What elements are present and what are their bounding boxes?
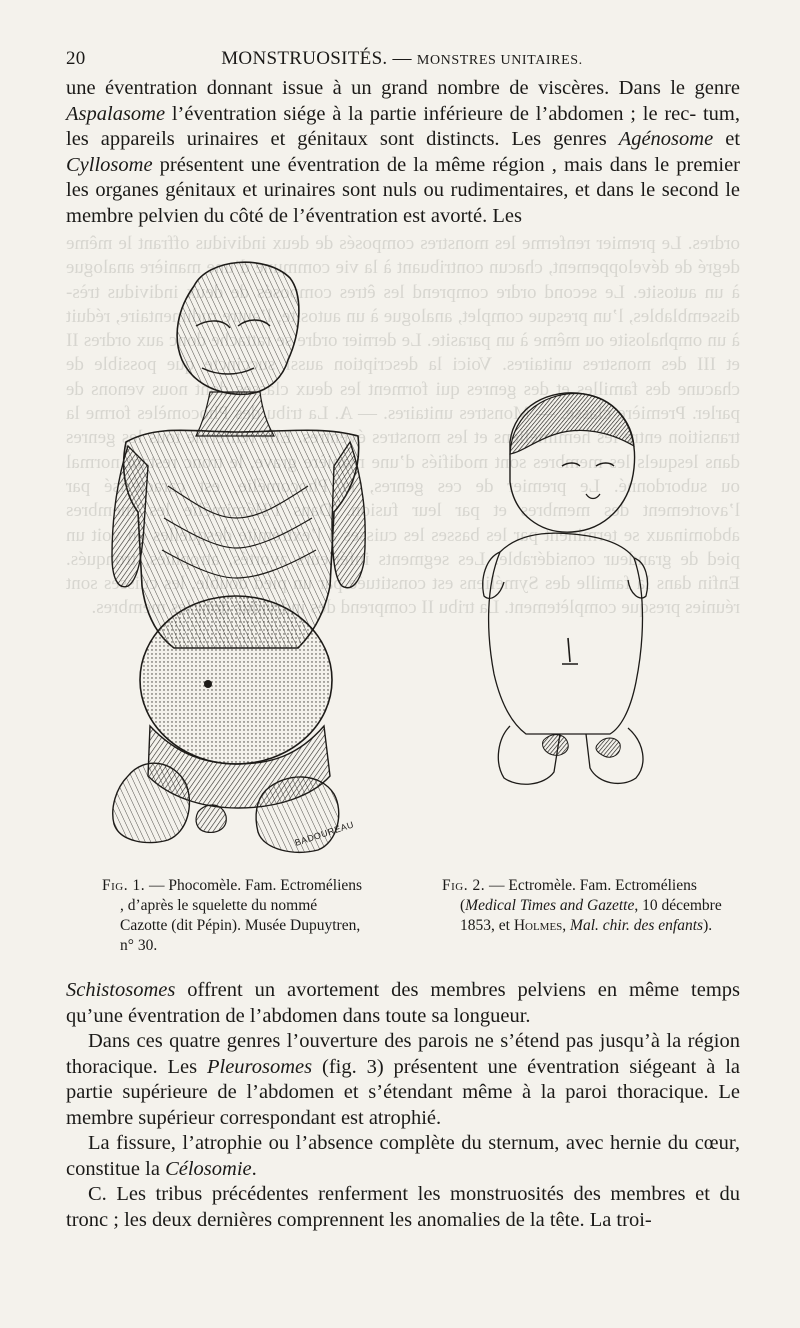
paragraph-text: . bbox=[251, 1157, 257, 1180]
caption-text: , 10 décembre 1853, et bbox=[460, 897, 722, 934]
caption-text: ). bbox=[703, 917, 713, 934]
caption-text: — Ectromèle. Fam. Ectroméliens ( bbox=[460, 877, 697, 914]
genus-name: Pleurosomes bbox=[206, 1055, 313, 1078]
bleed-through-text: ordres. Le premier renferme les monstres composés de deux individus offrant le même degré de développement, chacun contribuant à la vie commune d’une manière analogue à un autosite. Le second ordre comprend les êtres composés de deux individus très-dissemblables, l’un presque complet, analogue à un autosite, l’autre rudimentaire, réduit à un omphalosite ou même à un parasite. Le dernier ordre se rattache donc aux ordres II et III des monstres unitaires. Voici la description aussi succincte que possible de chacune des familles et des genres qui forment les deux classes dont nous venons de parler. Première classe. — Monstres unitaires. — A. La tribu des Phocomèles forme la transition entre les hémiméliens et les monstres éventrés. Elle renferme tous les genres dans lesquels les membres sont modifiés d’une manière grave, le tronc restant normal ou subordonné. Le premier de ces genres, la Phocomélie, est caractérisé par l’avortement des membres et par leur fusion. Dans l’Hémimélie les membres abdominaux se terminent par les basses les cuisses à l’extrémité desquelles on voit un pied de grandeur considérable. Les segments inférieurs avortés, atrophiés, tronqués. Enfin dans la famille des Syméliens est constituée par un pied double, les cuisses sont réunies presque complètement. La tribu II comprend des individus dont les membres. bbox=[66, 233, 740, 619]
figure-2-caption bbox=[442, 876, 734, 936]
genus-name: Agénosome bbox=[618, 128, 714, 150]
genus-name: Aspalasome bbox=[66, 102, 166, 125]
genus-name: Célosomie bbox=[165, 1157, 252, 1180]
figure-2-illustration bbox=[470, 382, 656, 792]
top-paragraph bbox=[66, 76, 740, 229]
engraver-signature: BADOUREAU bbox=[293, 819, 356, 848]
text-line: et bbox=[725, 128, 741, 150]
genus-name: Schistosomes bbox=[66, 979, 176, 1001]
text-line: l’éventration siége à la partie inférieure de l’abdomen ; le rec- bbox=[165, 102, 697, 125]
caption-text: , bbox=[562, 917, 571, 934]
figure-label: Fig. 2. bbox=[442, 877, 486, 894]
paragraph-text: (fig. 3) présentent une éventration siégeant à la partie supérieure de l’abdomen et s’étendant même à la paroi thoracique. Le membre supérieur correspondant est atrophié. bbox=[66, 1055, 740, 1129]
paragraph-celosomie bbox=[66, 1131, 740, 1182]
paragraph-schistosomes bbox=[66, 978, 740, 1029]
figure-label: Fig. 1. bbox=[102, 877, 146, 894]
text-line: présentent une éventration de la même région , mais dans le bbox=[152, 153, 670, 176]
caption-source: Mal. chir. des enfants bbox=[570, 917, 704, 934]
page-number: 20 bbox=[66, 48, 86, 69]
text-line: tum, les appareils urinaires et génitaux sont distincts. Les genres bbox=[66, 102, 741, 150]
paragraph-tribus bbox=[66, 1182, 740, 1233]
figure-1-illustration bbox=[98, 256, 380, 864]
paragraph-text: La fissure, l’atrophie ou l’absence complète du sternum, avec hernie du cœur, constitue la bbox=[66, 1132, 740, 1180]
paragraph-text: Dans ces quatre genres l’ouverture des parois ne s’étend pas jusqu’à la région thoracique. Les bbox=[66, 1030, 740, 1078]
caption-author: Holmes bbox=[513, 917, 563, 934]
running-title-main: MONSTRUOSITÉS. — bbox=[221, 48, 412, 69]
text-line: dans le second le membre pelvien du côté de l’éventration est avorté. Les bbox=[66, 179, 741, 227]
paragraph-text: C. Les tribus précédentes renferment les monstruosités des membres et du tronc ; les deux dernières comprennent les anomalies de la tête. La troi- bbox=[66, 1183, 740, 1231]
paragraph-pleurosomes bbox=[66, 1029, 740, 1131]
text-line: premier les organes génitaux et urinaires sont nuls ou rudimentaires, et bbox=[66, 153, 741, 201]
caption-source: Medical Times and Gazette bbox=[465, 897, 635, 914]
genus-name: Cyllosome bbox=[66, 153, 153, 176]
figure-1-caption bbox=[102, 876, 364, 956]
paragraph-text: offrent un avortement des membres pelviens en même temps qu’une éventration de l’abdomen dans toute sa longueur. bbox=[66, 979, 740, 1027]
page-header bbox=[66, 46, 738, 72]
running-title-sub: MONSTRES UNITAIRES. bbox=[416, 53, 583, 68]
running-title bbox=[66, 48, 738, 70]
caption-text: — Phocomèle. Fam. Ectroméliens , d’après le squelette du nommé Cazotte (dit Pépin). Musée Dupuytren, n° 30. bbox=[120, 877, 363, 954]
text-line: une éventration donnant issue à un grand nombre de viscères. Dans le genre bbox=[66, 77, 740, 99]
